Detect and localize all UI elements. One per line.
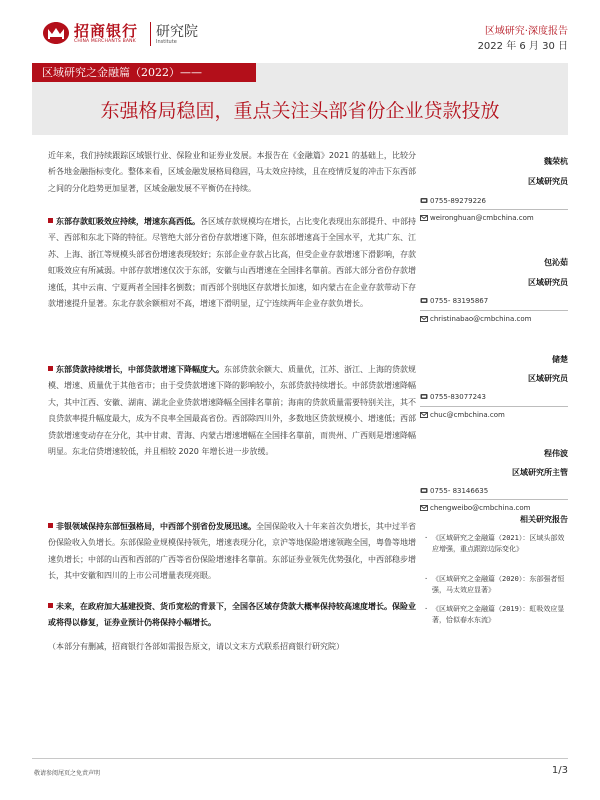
analyst-name: 包沁茹 — [544, 257, 568, 267]
disclaimer-note: 敬请参阅尾页之免责声明 — [34, 770, 101, 777]
analyst-email[interactable]: christinabao@cmbchina.com — [420, 315, 568, 323]
institute-name-en: Institute — [156, 39, 177, 45]
bullet-square-icon — [48, 366, 53, 371]
analyst-divider — [420, 499, 568, 500]
related-reports-heading: 相关研究报告 — [520, 515, 568, 524]
bullet-icon: · — [424, 605, 429, 613]
page-number: 1/3 — [551, 765, 568, 776]
analyst-phone: 0755- 83195867 — [420, 297, 568, 305]
analyst-divider — [420, 310, 568, 311]
section-text: 全国保险收入十年来首次负增长，其中过半省份保险收入负增长。东部保险业规模保持领先，增速表现分化，京沪等地保险增速领跑全国，粤鲁等地增速负增长；中部的山西和西部的广西等省份保险增速排名靠前。东部证券业领先优势强化，中西部稳步增长，其中安徽和四川的上市公司增量表现亮眼。 — [48, 522, 416, 581]
bullet-square-icon — [48, 523, 53, 528]
bank-name-en: CHINA MERCHANTS BANK — [74, 39, 136, 44]
section-lead: 东部贷款持续增长，中部贷款增速下降幅度大。 — [56, 365, 224, 374]
related-report-item[interactable]: · 《区域研究之金融篇（2021）：区域头部效应增强，重点跟踪边际变化》 — [424, 534, 565, 553]
analyst-title: 区域研究所主管 — [512, 468, 568, 477]
analyst-phone: 0755-83077243 — [420, 393, 568, 401]
analyst-divider — [420, 406, 568, 407]
header-divider — [150, 22, 151, 46]
analyst-email[interactable]: chuc@cmbchina.com — [420, 411, 568, 419]
abridged-note: （本部分有删减，招商银行各部如需报告原文，请以文末方式联系招商银行研究院） — [48, 642, 344, 651]
analyst-email[interactable]: weironghuan@cmbchina.com — [420, 214, 568, 222]
email-icon — [420, 505, 428, 511]
analyst-name: 程伟波 — [544, 448, 568, 458]
email-icon — [420, 412, 428, 418]
analyst-title: 区域研究员 — [528, 177, 568, 186]
analyst-name: 魏荣杭 — [544, 156, 568, 166]
report-type: 区域研究·深度报告 — [484, 26, 568, 37]
analyst-divider — [420, 209, 568, 210]
related-report-item[interactable]: · 《区域研究之金融篇（2020）：东部强者恒强，马太效应显著》 — [424, 575, 565, 594]
analyst-title: 区域研究员 — [528, 278, 568, 287]
report-date: 2022 年 6 月 30 日 — [477, 41, 568, 52]
phone-icon — [420, 197, 428, 204]
section-outlook — [48, 599, 416, 632]
bullet-square-icon — [48, 603, 53, 608]
analyst-title: 区域研究员 — [528, 374, 568, 383]
section-non-bank — [48, 519, 416, 585]
bank-name: 招商银行 — [74, 22, 139, 40]
title-banner — [32, 63, 568, 135]
section-lead: 未来，在政府加大基建投资、货币宽松的背景下，全国各区域存贷款大概率保持较高速度增长。保险业或将得以修复，证券业预计仍将保持小幅增长。 — [48, 602, 416, 628]
institute-name: 研究院 — [156, 24, 198, 40]
email-icon — [420, 316, 428, 322]
related-report-item[interactable]: · 《区域研究之金融篇（2019）：虹吸效应显著，恰似春水东流》 — [424, 605, 565, 624]
phone-icon — [420, 393, 428, 400]
bullet-icon: · — [424, 534, 429, 542]
section-text: 各区域存款规模均在增长，占比变化表现出东部提升、中部持平、西部和东北下降的特征。尽管绝大部分省份存款增速下降，但东部增速高于全国水平，尤其广东、江苏、上海、浙江等规模头部省份增速表现较好；东部企业存款占比高，但受企业存款增速下滑影响，存款虹吸效应有所减弱。中部存款增速仅次于东部，安徽与山西增速在全国排名靠前。西部大部分省份存款增速低，其中云南、宁夏两者全国排名倒数；而西部个别地区存款增长加速，如内蒙古在企业存款带动下存款增速提升显著。东北存款余额相对不高，增速下滑明显，辽宁连续两年企业存款负增长。 — [48, 217, 416, 309]
phone-icon — [420, 297, 428, 304]
cmb-logo-icon — [42, 21, 70, 45]
footer-divider — [32, 758, 568, 759]
analyst-phone: 0755- 83146635 — [420, 487, 568, 495]
intro-paragraph: 近年来，我们持续跟踪区域银行业、保险业和证券业发展。本报告在《金融篇》2021 的基础上，比较分析各地金融指标变化。整体来看，区域金融发展格局稳固，马太效应持续，且在疫情反复的冲击下东西部之间的分化趋势更加显著，区域金融发展不平衡仍在持续。 — [48, 151, 416, 193]
section-text: 东部贷款余额大、质量优，江苏、浙江、上海的贷款规模、增速、质量优于其他省市；由于受贷款增速下降的影响较小，东部贷款持续增长。中部贷款增速降幅大，其中江西、安徽、湖南、湖北企业贷款增速降幅全国排名靠前；海南的贷款质量需要特别关注，其不良贷款率提升幅度最大，成为不良率全国最高省份。西部除四川外，多数地区贷款规模小、增速低；西部贷款增速变动存在分化，其中甘肃、青海、内蒙古增速增幅在全国排名靠前，而贵州、广西则是增速降幅明显。东北信贷增速较低，并且相较 2020 年增长进一步放缓。 — [48, 365, 416, 457]
page-title: 东强格局稳固，重点关注头部省份企业贷款投放 — [100, 100, 500, 122]
bullet-icon: · — [424, 575, 429, 583]
analyst-phone: 0755-89279226 — [420, 197, 568, 205]
bullet-square-icon — [48, 218, 53, 223]
series-tag: 区域研究之金融篇（2022）—— — [32, 63, 256, 82]
analyst-email[interactable]: chengweibo@cmbchina.com — [420, 504, 568, 512]
section-lead: 非银领域保持东部恒强格局，中西部个别省份发展迅速。 — [56, 522, 256, 531]
analyst-name: 储楚 — [552, 354, 568, 364]
phone-icon — [420, 487, 428, 494]
section-loans — [48, 362, 416, 460]
email-icon — [420, 215, 428, 221]
section-lead: 东部存款虹吸效应持续，增速东高西低。 — [56, 217, 200, 226]
section-deposits — [48, 214, 416, 312]
